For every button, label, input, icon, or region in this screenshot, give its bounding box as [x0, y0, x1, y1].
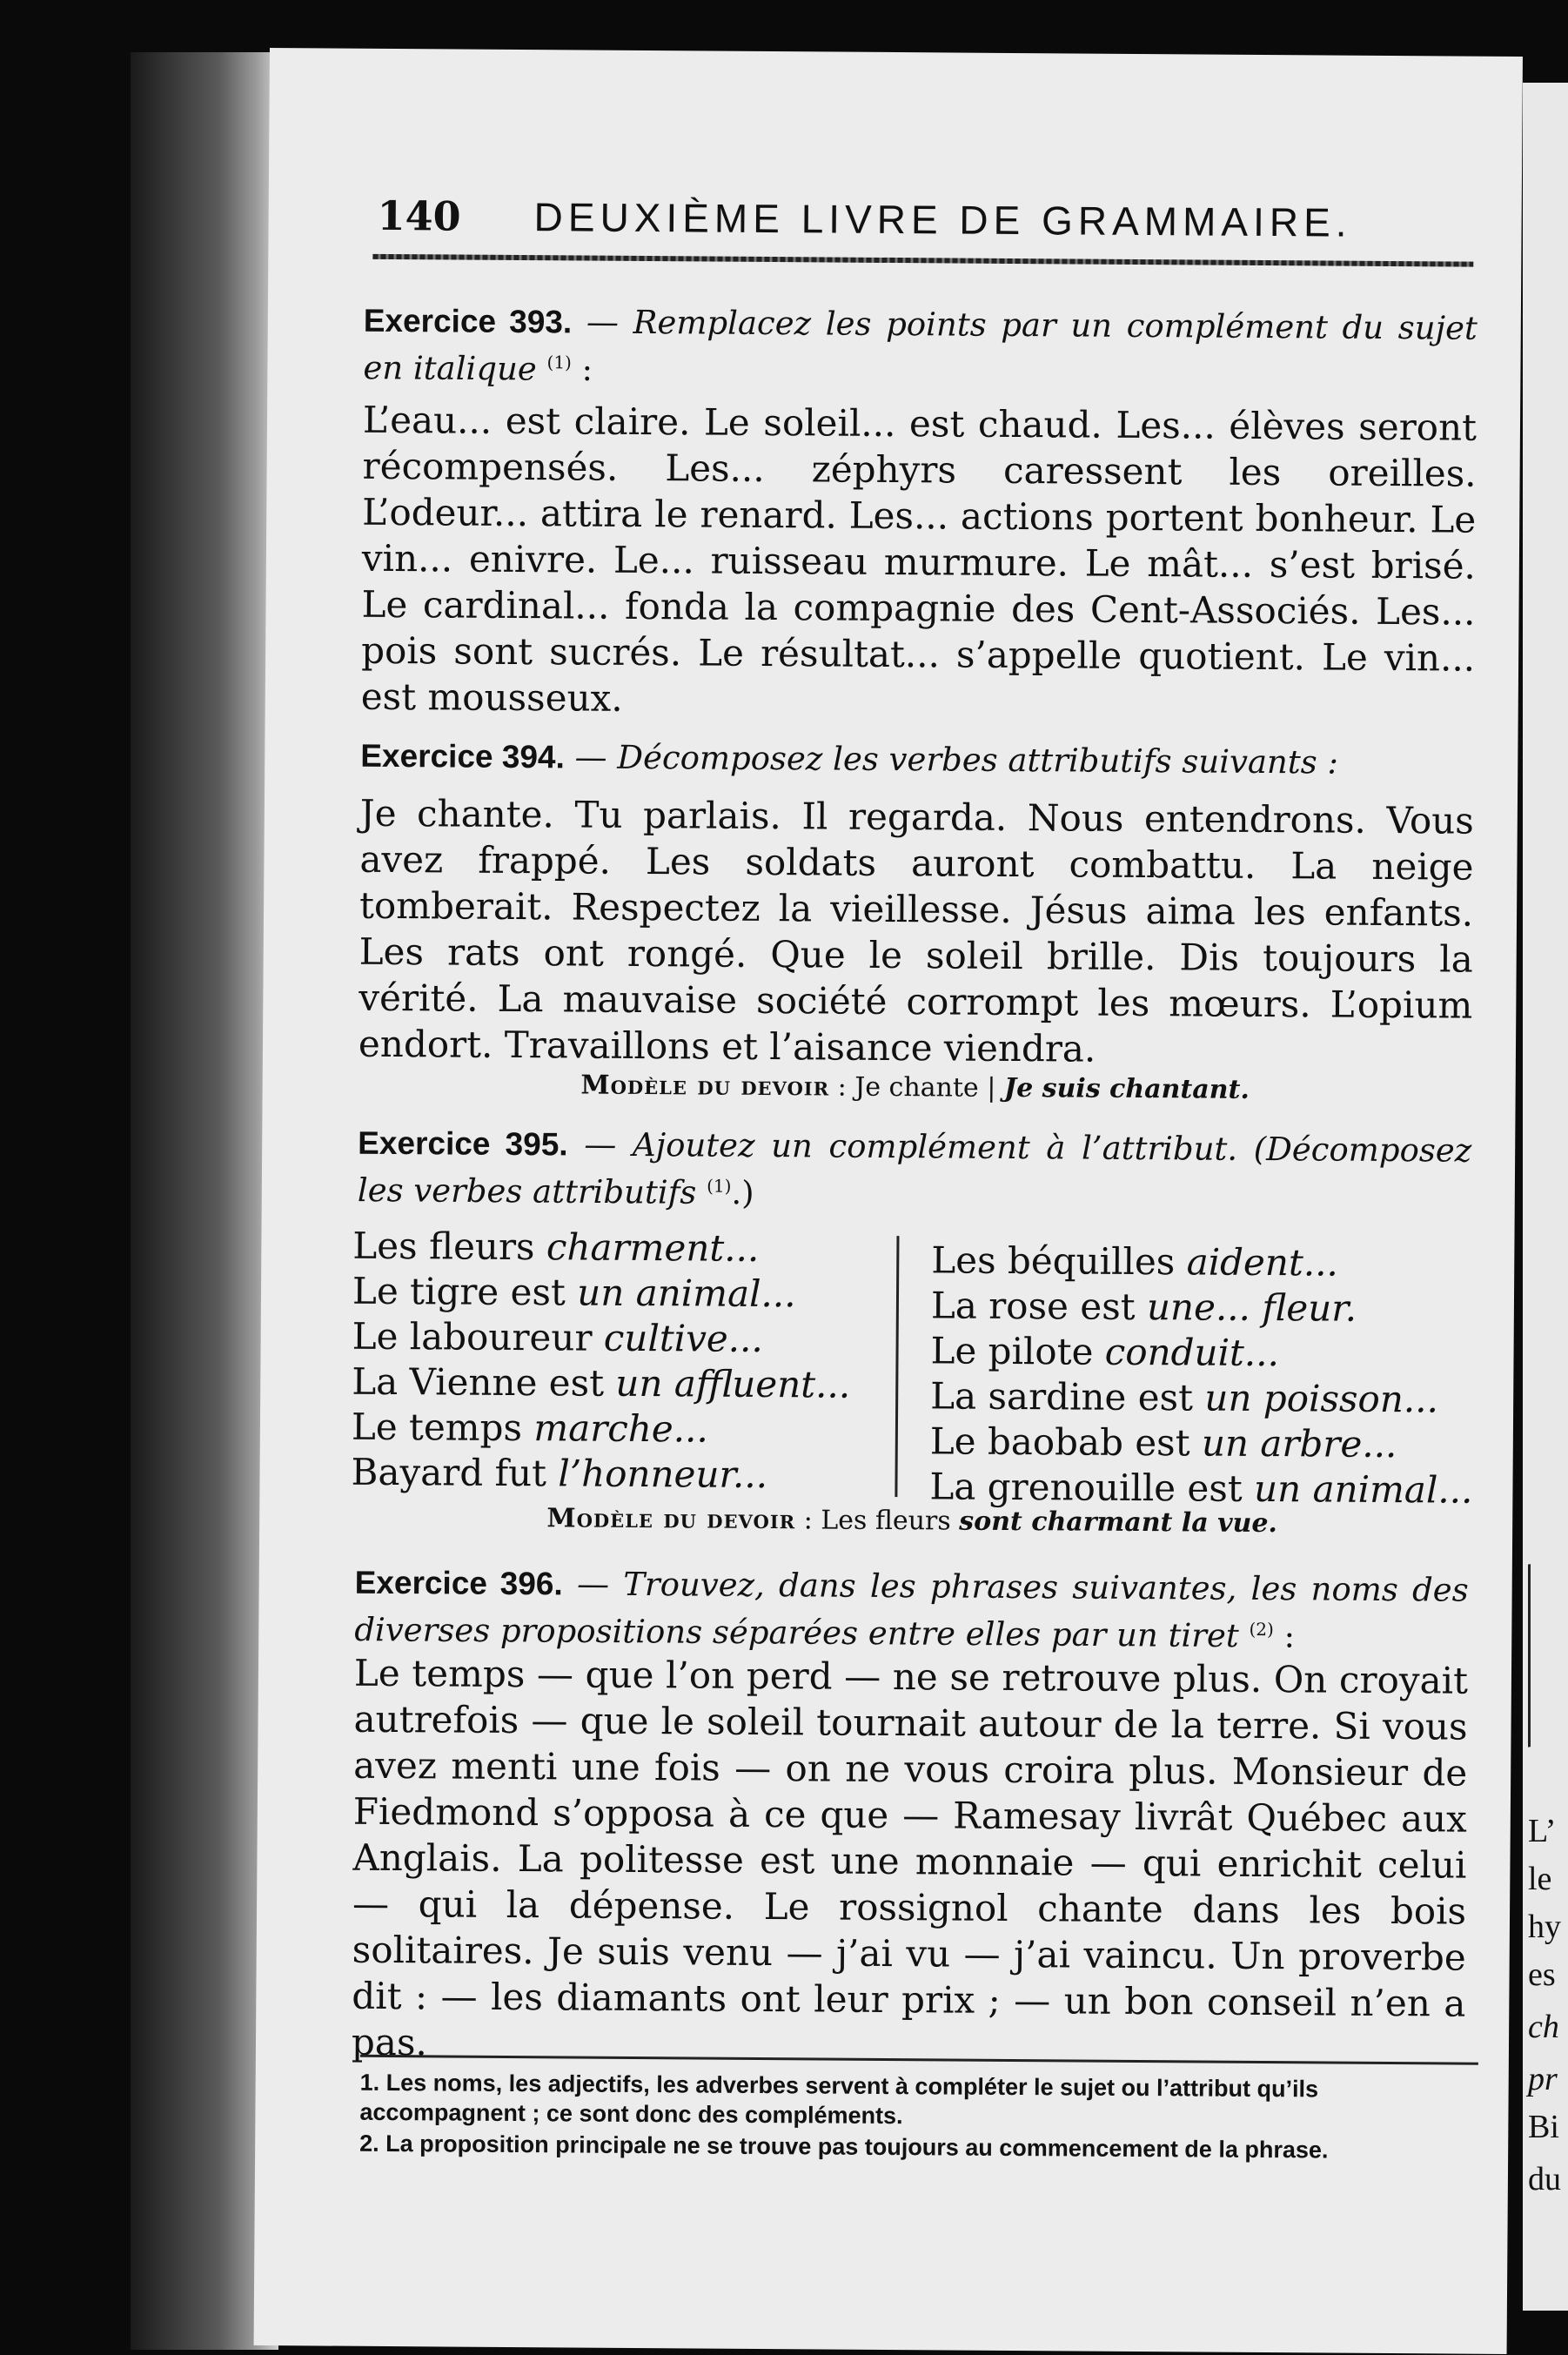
modele-label: Modèle du devoir: [580, 1070, 830, 1103]
exercise-395-right-column: [929, 1238, 1474, 1513]
item-italic: un affluent...: [615, 1361, 851, 1406]
item-italic: l’honneur...: [558, 1452, 768, 1497]
item-italic: conduit...: [1104, 1330, 1280, 1375]
item-text: Le baobab est: [929, 1419, 1203, 1465]
exercise-label: Exercice 394.: [360, 737, 566, 775]
exercise-394-text: Je chante. Tu parlais. Il regarda. Nous entendrons. Vous avez frappé. Les soldats auront combattu. La neige tomberait. Respectez la vieillesse. Jésus aima les enfants. Les rats ont rongé. Que le soleil brille. Dis toujours la vérité. La mauvaise société corrompt les mœurs. L’opium endort. Travaillons et l’aisance viendra.: [358, 791, 1475, 1070]
modele-text: : Les fleurs: [794, 1505, 960, 1537]
item-text: La rose est: [930, 1284, 1148, 1329]
list-item: [352, 1359, 850, 1408]
item-text: La grenouille est: [929, 1465, 1255, 1510]
footnote-ref: (2): [1249, 1618, 1274, 1640]
book-page: [254, 48, 1523, 2354]
exercise-label: Exercice 396.: [354, 1564, 563, 1602]
item-text: Le tigre est: [352, 1269, 578, 1314]
colon: :: [1273, 1617, 1296, 1655]
modele-answer: sont charmant la vue.: [959, 1506, 1278, 1540]
item-text: Le pilote: [930, 1329, 1105, 1373]
list-item: [930, 1373, 1473, 1422]
running-header: [377, 191, 1483, 245]
page-number: 140: [377, 191, 461, 240]
colon: :: [571, 350, 593, 388]
exercise-395-heading: [358, 1124, 1472, 1218]
modele-du-devoir-394: [358, 1069, 1472, 1107]
footnote-ref: (1): [707, 1175, 732, 1197]
list-item: [352, 1269, 851, 1318]
item-text: Les béquilles: [931, 1238, 1187, 1284]
exercise-instruction: — Trouvez, dans les phrases suivantes, les noms des diverses propositions séparées entre elles par un tiret: [354, 1565, 1469, 1655]
page-title: DEUXIÈME LIVRE DE GRAMMAIRE.: [533, 194, 1352, 245]
edge-text: es: [1528, 1956, 1556, 1993]
exercise-instruction: — Ajoutez un complément à l’attribut. (Décomposez les verbes attributifs: [357, 1125, 1472, 1211]
edge-text: pr: [1528, 2061, 1558, 2097]
edge-text: Bi: [1528, 2109, 1559, 2145]
list-item: [352, 1405, 850, 1453]
modele-text: : Je chante |: [828, 1071, 1005, 1104]
item-text: Bayard fut: [351, 1450, 559, 1495]
item-italic: un animal...: [577, 1271, 796, 1316]
item-italic: charment...: [546, 1225, 760, 1270]
item-text: La Vienne est: [352, 1359, 616, 1405]
item-text: La sardine est: [930, 1374, 1205, 1419]
exercise-instruction: — Remplacez les points par un complément du sujet en italique: [363, 303, 1478, 388]
edge-text: hy: [1528, 1909, 1561, 1945]
list-item: [352, 1314, 850, 1363]
next-page-edge: [1523, 83, 1568, 2311]
exercise-396-text: Le temps — que l’on perd — ne se retrouve plus. On croyait autrefois — que le soleil tournait autour de la terre. Si vous avez menti une fois — on ne vous croira plus. Monsieur de Fiedmond s’opposa à ce que — Ramesay livrât Québec aux Anglais. La politesse est une monnaie — qui enrichit celui — qui la dépense. Le rossignol chante dans les bois solitaires. Je suis venu — j’ai vu — j’ai vaincu. Un proverbe dit : — les diamants ont leur prix ; — un bon conseil n’en a pas.: [351, 1651, 1469, 2064]
modele-answer: Je suis chantant.: [1003, 1072, 1250, 1105]
exercise-label: Exercice 393.: [363, 302, 573, 340]
edge-text: du: [1528, 2161, 1561, 2197]
footnote-1: 1. Les noms, les adjectifs, les adverbes servent à compléter le sujet ou l’attribut qu’ils accompagnent ; ce sont donc des compléments.: [359, 2069, 1319, 2130]
exercise-instruction: — Décomposez les verbes attributifs suivants :: [574, 738, 1339, 782]
item-italic: un animal...: [1253, 1466, 1473, 1512]
exercise-393-text: L’eau... est claire. Le soleil... est chaud. Les... élèves seront récompensés. Les... zéphyrs caressent les oreilles. L’odeur... attira le renard. Les... actions portent bonheur. Le vin... enivre. Le... ruisseau murmure. Le mât... s’est brisé. Le cardinal... fonda la compagnie des Cent-Associés. Les... pois sont sucrés. Le résultat... s’appelle quotient. Le vin... est mousseux.: [360, 398, 1478, 720]
handwritten-mark: [1528, 1560, 1560, 1747]
list-item: [351, 1450, 849, 1499]
modele-label: Modèle du devoir: [546, 1503, 796, 1536]
list-item: [931, 1238, 1474, 1286]
item-text: Le laboureur: [352, 1314, 605, 1359]
list-item: [930, 1328, 1473, 1377]
list-item: [352, 1224, 851, 1272]
edge-text: L’: [1528, 1813, 1557, 1849]
exercise-395-left-column: [351, 1224, 851, 1499]
footnote-ref: (1): [546, 352, 573, 373]
exercise-394-heading: [360, 736, 1474, 784]
footnote-2: 2. La proposition principale ne se trouve pas toujours au commencement de la phrase.: [359, 2130, 1329, 2164]
edge-text: ch: [1528, 2009, 1559, 2045]
item-italic: une... fleur.: [1146, 1285, 1357, 1330]
column-divider: [895, 1236, 899, 1497]
closing: .): [731, 1174, 754, 1212]
item-italic: un poisson...: [1204, 1376, 1439, 1421]
edge-text: le: [1528, 1861, 1552, 1897]
exercise-label: Exercice 395.: [358, 1124, 568, 1163]
item-italic: un arbre...: [1201, 1421, 1397, 1466]
exercise-393-heading: [363, 301, 1478, 396]
item-italic: cultive...: [603, 1316, 763, 1360]
item-italic: aident...: [1186, 1240, 1339, 1285]
item-text: Les fleurs: [352, 1224, 547, 1269]
list-item: [931, 1283, 1474, 1332]
item-italic: marche...: [533, 1406, 708, 1451]
list-item: [930, 1419, 1473, 1467]
header-rule: [372, 254, 1473, 267]
exercise-396-heading: [354, 1563, 1469, 1658]
item-text: Le temps: [351, 1405, 534, 1450]
